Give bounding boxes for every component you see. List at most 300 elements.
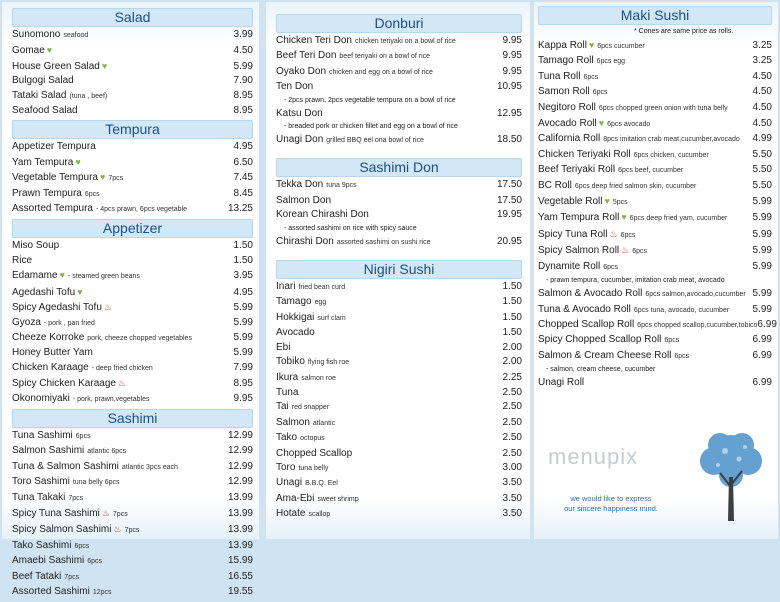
menu-item-tuna-sashimi <box>12 429 253 444</box>
item-name <box>12 43 217 58</box>
menu-item-tamago <box>276 295 522 310</box>
item-name-text: Chicken Teriyaki Roll <box>538 148 631 160</box>
menu-item-california-roll <box>538 132 772 147</box>
spicy-pepper-icon: ♨ <box>117 378 127 389</box>
item-name-text: Salmon & Cream Cheese Roll <box>538 349 672 361</box>
item-price: 5.99 <box>752 260 772 272</box>
item-name-text: Hokkigai <box>276 311 315 323</box>
item-price: 10.95 <box>496 81 522 93</box>
menu-item-edamame <box>12 268 253 284</box>
menu-item-okonomiyaki <box>12 392 253 407</box>
item-name-text: Salmon Sashimi <box>12 445 85 457</box>
item-name <box>276 507 486 522</box>
item-desc: 6pcs egg <box>596 58 626 66</box>
item-price: 13.99 <box>227 524 253 536</box>
item-desc: chicken teriyaki on a bowl of rice <box>354 38 456 45</box>
item-name-text: Salmon & Avocado Roll <box>538 288 643 300</box>
item-name <box>12 585 217 600</box>
item-desc: chicken and egg on a bowl of rice <box>329 68 433 76</box>
item-name-text: Beef Tataki <box>12 570 62 582</box>
menu-item-katsu-don <box>276 107 522 121</box>
item-name-text: Yam Tempura <box>12 156 74 168</box>
menu-item-house-green-salad <box>12 59 253 74</box>
item-desc: - pork , pan fried <box>43 319 95 327</box>
item-name-text: Korean Chirashi Don <box>276 209 369 221</box>
item-note: - salmon, cream cheese, cucumber <box>546 366 656 374</box>
item-name-text: Amaebi Sashimi <box>12 555 85 567</box>
item-name-text: Ebi <box>276 341 291 353</box>
item-name <box>12 28 217 43</box>
menupix-watermark: menupix <box>548 444 639 469</box>
vegetarian-heart-icon: ♥ <box>59 270 65 281</box>
menu-item-appetizer-tempura <box>12 140 253 154</box>
item-price: 6.99 <box>752 334 772 346</box>
menu-item-tuna-and-avocado-roll <box>538 303 772 318</box>
menu-item-salmon-and-cream-cheese-roll <box>538 349 772 364</box>
item-desc: fried bean curd <box>298 284 346 292</box>
item-name-text: Avocado <box>276 327 315 339</box>
item-desc: flying fish roe <box>307 359 350 367</box>
menu-item-vegetable-tempura <box>12 170 253 186</box>
menu-item-chicken-karaage <box>12 361 253 376</box>
item-name-text: Tako <box>276 432 298 444</box>
item-name <box>12 300 217 315</box>
item-price: 17.50 <box>496 179 522 191</box>
item-price: 4.50 <box>752 70 772 82</box>
menu-item-salmon-and-avocado-roll <box>538 287 772 302</box>
section-gap <box>276 250 522 258</box>
item-price: 3.50 <box>502 508 522 520</box>
menu-item-bc-roll <box>538 179 772 194</box>
section-gap <box>276 148 522 156</box>
item-name <box>276 49 486 64</box>
item-name <box>12 187 217 202</box>
menu-item-ikura <box>276 371 522 386</box>
item-name-text: Tuna <box>276 386 299 398</box>
item-name <box>276 416 486 431</box>
item-name <box>12 331 217 346</box>
item-price: 2.50 <box>502 401 522 413</box>
item-price: 4.99 <box>752 133 772 145</box>
menu-item-korean-chirashi-don <box>276 208 522 222</box>
item-price: 5.99 <box>752 212 772 224</box>
item-name-text: Gomae <box>12 45 45 57</box>
item-desc: 6pcs <box>674 352 690 360</box>
item-name-text: Ama-Ebi <box>276 492 315 504</box>
item-name <box>276 400 486 415</box>
item-price: 7.45 <box>233 172 253 184</box>
item-name <box>12 539 217 554</box>
item-name-text: Tai <box>276 401 289 413</box>
menu-item-vegetable-roll <box>538 194 772 210</box>
menu-item-yam-tempura <box>12 155 253 170</box>
item-price: 5.99 <box>752 288 772 300</box>
item-desc: - 4pcs prawn, 6pcs vegetable <box>95 206 188 214</box>
item-name-text: Unagi Roll <box>538 377 585 389</box>
menu-item-rice <box>12 254 253 268</box>
item-name-text: Miso Soup <box>12 240 60 252</box>
menu-column-1 <box>2 2 259 597</box>
menu-item-tako <box>276 431 522 446</box>
item-price: 3.95 <box>233 270 253 282</box>
item-name <box>276 431 486 446</box>
item-price: 13.25 <box>227 203 253 215</box>
menu-item-amaebi-sashimi <box>12 554 253 569</box>
menu-item-salmon <box>276 416 522 431</box>
menu-item-gomae <box>12 43 253 58</box>
item-name-text: Spicy Salmon Sashimi <box>12 524 112 536</box>
item-desc: 6pcs <box>75 432 91 440</box>
menu-item-assorted-tempura <box>12 202 253 217</box>
item-price: 13.99 <box>227 539 253 551</box>
item-name-text: Beef Teri Don <box>276 50 337 62</box>
item-name-text: Okonomiyaki <box>12 392 70 404</box>
menu-item-gyoza <box>12 316 253 331</box>
item-name <box>276 461 486 476</box>
menu-item-chicken-teriyaki-roll <box>538 148 772 163</box>
menu-item-hotate <box>276 507 522 522</box>
item-name-text: Beef Teriyaki Roll <box>538 164 616 176</box>
menu-item-chirashi-don <box>276 235 522 250</box>
item-name-text: Vegetable Tempura <box>12 172 98 184</box>
item-name-text: Spicy Chicken Karaage <box>12 378 116 390</box>
item-desc: tuna belly 6pcs <box>72 479 120 487</box>
item-name <box>12 506 217 522</box>
item-name <box>12 268 217 284</box>
item-name-text: Tuna & Salmon Sashimi <box>12 460 119 472</box>
item-name <box>538 179 736 194</box>
item-name-text: Tuna Roll <box>538 70 581 82</box>
item-name-text: House Green Salad <box>12 60 100 72</box>
menu-item-cheeze-korroke <box>12 331 253 346</box>
item-name <box>276 194 486 208</box>
item-price: 1.50 <box>233 254 253 266</box>
item-name-text: Spicy Chopped Scallop Roll <box>538 334 662 346</box>
item-name-text: Seafood Salad <box>12 105 78 117</box>
item-name-text: Tuna Takaki <box>12 491 66 503</box>
item-price: 15.99 <box>227 555 253 567</box>
item-name-text: Ten Don <box>276 81 314 93</box>
item-name-text: Dynamite Roll <box>538 260 601 272</box>
menu-item-spicy-agedashi-tofu <box>12 300 253 315</box>
item-name <box>276 65 486 80</box>
item-price: 4.95 <box>233 286 253 298</box>
item-price: 18.50 <box>496 134 522 146</box>
item-name-text: Unagi Don <box>276 134 324 146</box>
item-name <box>538 85 736 100</box>
item-name <box>538 210 736 226</box>
item-price: 3.25 <box>752 55 772 67</box>
menu-item-tamago-roll <box>538 54 772 69</box>
item-name <box>12 239 217 253</box>
item-price: 5.50 <box>752 164 772 176</box>
item-name <box>276 208 486 222</box>
item-note: - breaded pork or chicken fillet and egg on a bowl of rice <box>284 123 458 131</box>
item-price: 5.50 <box>752 148 772 160</box>
item-desc: atlantic <box>312 419 336 427</box>
menu-item-toro-sashimi <box>12 475 253 490</box>
item-desc: 6pcs <box>583 73 599 81</box>
item-desc: 6pcs avocado <box>607 121 651 129</box>
menu-item-beef-teri-don <box>276 49 522 64</box>
item-price: 16.55 <box>227 570 253 582</box>
item-name-text: Prawn Tempura <box>12 187 82 199</box>
menu-item-chicken-teri-don <box>276 34 522 49</box>
item-name <box>12 392 217 407</box>
item-desc: 7pcs <box>124 527 140 535</box>
item-name <box>538 163 736 178</box>
item-name <box>276 371 486 386</box>
item-price: 1.50 <box>502 327 522 339</box>
item-desc: 6pcs salmon,avocado,cucumber <box>645 291 746 299</box>
item-name-text: Spicy Salmon Roll <box>538 245 620 257</box>
item-desc: tuna 9pcs <box>326 182 357 190</box>
vegetarian-heart-icon: ♥ <box>588 40 595 50</box>
item-name <box>276 80 486 94</box>
item-name <box>12 475 217 490</box>
menu-item-spicy-chicken-karaage <box>12 376 253 391</box>
item-price: 2.50 <box>502 416 522 428</box>
item-price: 7.90 <box>233 75 253 87</box>
item-name-text: Tamago <box>276 296 312 308</box>
menu-item-inari <box>276 280 522 295</box>
item-price: 12.99 <box>227 429 253 441</box>
menu-item-unagi-roll <box>538 376 772 390</box>
item-name-text: Sunomono <box>12 29 61 40</box>
menu-item-seafood-salad <box>12 104 253 118</box>
item-price: 5.99 <box>752 245 772 257</box>
item-name-text: Toro <box>276 461 296 473</box>
item-desc: red snapper <box>291 404 330 412</box>
item-name <box>12 444 217 459</box>
item-name <box>12 202 217 217</box>
item-name <box>12 460 217 475</box>
menu-item-prawn-tempura <box>12 187 253 202</box>
item-name <box>276 178 486 193</box>
item-name <box>538 349 736 364</box>
item-price: 6.99 <box>757 318 777 330</box>
item-price: 3.50 <box>502 492 522 504</box>
menu-item-spicy-tuna-roll <box>538 227 772 243</box>
vegetarian-heart-icon: ♥ <box>101 60 108 71</box>
item-price: 5.99 <box>233 331 253 343</box>
item-desc: tuna belly <box>298 464 329 472</box>
item-name-text: Gyoza <box>12 316 41 328</box>
item-name-text: Yam Tempura Roll <box>538 212 620 224</box>
item-desc: 6pcs <box>592 89 608 97</box>
item-desc: 6pcs <box>632 248 648 256</box>
item-name <box>12 361 217 376</box>
item-name-text: Tekka Don <box>276 179 324 191</box>
menu-item-unagi-don <box>276 133 522 148</box>
item-desc: 6pcs deep fried salmon skin, cucumber <box>574 182 697 190</box>
item-desc: 7pcs <box>112 510 128 518</box>
menu-item-ebi <box>276 341 522 355</box>
item-price: 12.95 <box>496 107 522 119</box>
item-desc: 8pcs imitation crab meat,cucumber,avocado <box>603 136 740 144</box>
item-name <box>276 311 486 326</box>
item-name <box>12 155 217 170</box>
item-price: 4.50 <box>752 86 772 98</box>
item-name-text: Assorted Sashimi <box>12 586 90 597</box>
item-desc: - pork, prawn,vegetables <box>72 395 150 403</box>
item-price: 5.99 <box>752 228 772 240</box>
item-desc: sweet shrimp <box>317 495 359 503</box>
vegetarian-heart-icon: ♥ <box>598 118 605 129</box>
item-name-text: Ikura <box>276 371 299 383</box>
item-name <box>538 116 736 132</box>
item-name <box>12 570 217 585</box>
item-desc: 6pcs cucumber <box>597 43 645 50</box>
slogan-line-2: our sincere happiness mind. <box>564 504 658 513</box>
item-price: 5.50 <box>752 179 772 191</box>
item-name-text: Samon Roll <box>538 86 590 98</box>
item-price: 9.95 <box>233 392 253 404</box>
item-name <box>12 376 217 391</box>
item-name <box>276 386 486 400</box>
tree-icon <box>690 425 772 525</box>
item-price: 2.25 <box>502 371 522 383</box>
item-name-text: Hotate <box>276 508 306 520</box>
item-price: 5.99 <box>752 303 772 315</box>
item-name-text: California Roll <box>538 133 601 145</box>
item-price: 4.50 <box>752 118 772 130</box>
item-name <box>538 287 746 302</box>
menu-item-dynamite-roll <box>538 260 772 275</box>
item-price: 5.99 <box>233 347 253 359</box>
item-price: 4.50 <box>233 45 253 57</box>
item-desc: 5pcs <box>612 199 628 207</box>
item-name-text: Toro Sashimi <box>12 476 70 488</box>
item-desc: octopus <box>300 435 325 443</box>
vegetarian-heart-icon: ♥ <box>77 286 83 297</box>
menu-item-tako-sashimi <box>12 539 253 554</box>
menu-item-kappa-roll <box>538 38 772 54</box>
item-name-text: Bulgogi Salad <box>12 75 74 87</box>
item-price: 6.99 <box>752 349 772 361</box>
menu-item-sunomono <box>12 28 253 43</box>
item-desc: salmon roe <box>301 374 336 382</box>
item-desc: B.B.Q. Eel <box>305 480 338 488</box>
item-name-text: Agedashi Tofu <box>12 286 76 298</box>
item-note: - 2pcs prawn, 2pcs vegetable tempura on a bowl of rice <box>284 96 456 104</box>
item-desc: 6pcs <box>603 263 619 271</box>
item-name <box>538 38 736 54</box>
menu-item-salmon-sashimi <box>12 444 253 459</box>
item-desc: beef teriyaki on a bowl of rice <box>339 53 431 61</box>
item-name <box>276 133 486 148</box>
item-price: 2.50 <box>502 432 522 444</box>
item-price: 5.99 <box>233 316 253 328</box>
menu-item-samon-roll <box>538 85 772 100</box>
item-name <box>276 280 486 295</box>
spicy-pepper-icon: ♨ <box>609 228 618 239</box>
vegetarian-heart-icon: ♥ <box>100 172 106 183</box>
menu-item-tobiko <box>276 355 522 370</box>
item-desc: - steamed green beans <box>67 273 140 281</box>
item-name-text: Avocado Roll <box>538 118 597 130</box>
item-name-text: Tuna Sashimi <box>12 429 73 441</box>
item-name-text: Chicken Teri Don <box>276 35 352 46</box>
item-name <box>538 333 736 348</box>
spicy-pepper-icon: ♨ <box>621 245 630 256</box>
item-desc: (tuna , beef) <box>69 92 108 100</box>
item-name <box>12 74 217 88</box>
item-name <box>12 285 217 300</box>
menu-item-agedashi-tofu <box>12 285 253 300</box>
menu-item-yam-tempura-roll <box>538 210 772 226</box>
item-name-text: Tataki Salad <box>12 89 67 101</box>
item-name <box>12 554 217 569</box>
vegetarian-heart-icon: ♥ <box>604 196 610 207</box>
menu-item-miso-soup <box>12 239 253 253</box>
item-price: 5.99 <box>752 196 772 208</box>
item-name <box>276 326 486 340</box>
item-desc: 6pcs <box>74 542 90 550</box>
item-desc: 6pcs <box>87 558 103 566</box>
item-name <box>12 104 217 118</box>
item-desc: assorted sashimi on sushi rice <box>336 238 431 246</box>
item-name-text: Spicy Tuna Roll <box>538 228 608 240</box>
item-name <box>276 355 486 370</box>
item-price: 3.50 <box>502 477 522 489</box>
item-name <box>12 170 217 186</box>
item-desc: 6pcs <box>620 231 636 239</box>
item-name <box>538 376 736 390</box>
item-name <box>538 70 736 85</box>
item-price: 9.95 <box>502 50 522 62</box>
item-price: 17.50 <box>496 194 522 206</box>
item-desc: scallop <box>308 511 331 519</box>
spicy-pepper-icon: ♨ <box>113 524 122 535</box>
section-gap <box>276 523 522 531</box>
item-name <box>276 107 486 121</box>
item-price: 3.00 <box>502 461 522 473</box>
menu-item-salmon-don <box>276 194 522 208</box>
item-desc: 6pcs tuna, avocado, cucumber <box>633 306 730 314</box>
item-name <box>538 318 757 333</box>
item-price: 19.55 <box>227 586 253 597</box>
item-price: 3.25 <box>752 40 772 51</box>
section-header-nigiri-sushi: Nigiri Sushi <box>276 260 522 279</box>
item-price: 8.95 <box>233 89 253 101</box>
item-desc: 6pcs deep fried yam, cucumber <box>629 215 728 223</box>
item-name-text: Chicken Karaage <box>12 361 89 373</box>
vegetarian-heart-icon: ♥ <box>621 212 627 223</box>
item-desc: 6pcs <box>664 337 680 345</box>
item-name-text: Salmon Don <box>276 194 332 206</box>
menu-item-beef-tataki <box>12 570 253 585</box>
item-price: 1.50 <box>233 240 253 252</box>
section-header-donburi: Donburi <box>276 14 522 33</box>
menu-item-spicy-tuna-sashimi <box>12 506 253 522</box>
menu-item-tuna <box>276 386 522 400</box>
item-price: 8.95 <box>233 105 253 117</box>
section-header-sashimi-don: Sashimi Don <box>276 158 522 177</box>
item-name <box>538 260 736 275</box>
item-name-text: Inari <box>276 281 296 293</box>
item-desc: 6pcs beef, cucumber <box>618 167 684 175</box>
item-price: 13.99 <box>227 507 253 519</box>
vegetarian-heart-icon: ♥ <box>46 45 53 56</box>
item-name <box>276 235 486 250</box>
item-desc: 6pcs <box>84 190 100 198</box>
item-desc: 7pcs <box>108 175 124 183</box>
cones-note: * Cones are same price as rolls. <box>634 28 734 35</box>
menu-item-unagi <box>276 476 522 491</box>
item-note: - assorted sashimi on rice with spicy sauce <box>284 224 417 232</box>
section-header-appetizer: Appetizer <box>12 219 253 238</box>
